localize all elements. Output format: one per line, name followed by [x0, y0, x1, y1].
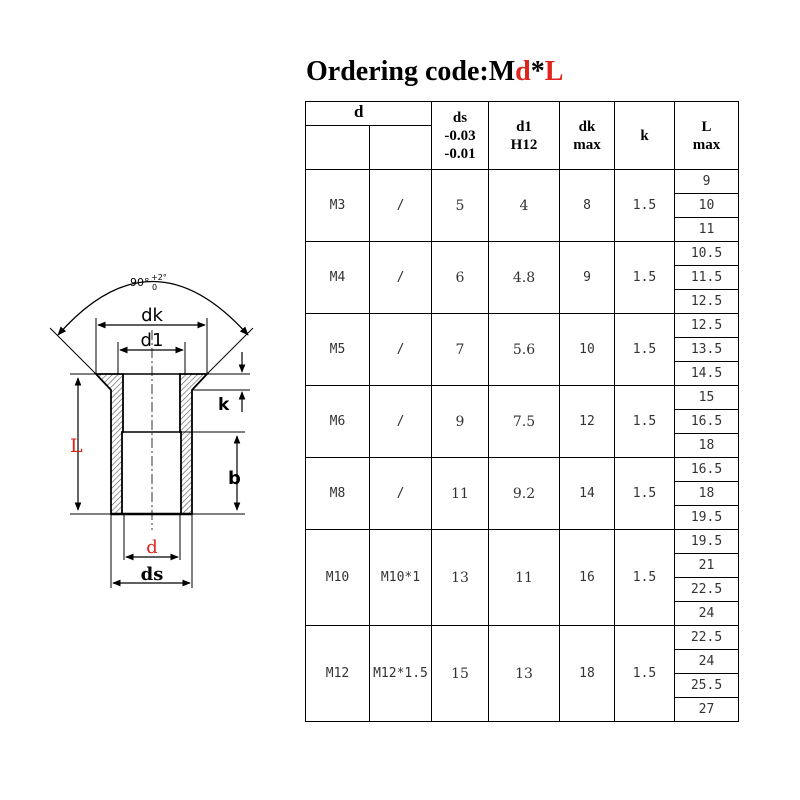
header-ds-line2: -0.03	[444, 127, 476, 144]
cell-L-max: 25.5	[675, 674, 739, 698]
cell-dk: 10	[560, 314, 615, 386]
header-L	[675, 102, 739, 170]
cell-ds: 5	[432, 170, 489, 242]
cell-d: M12	[306, 626, 370, 722]
header-ds-line3: -0.01	[444, 145, 476, 162]
d-dimension	[124, 514, 180, 560]
cell-L-max: 11	[675, 218, 739, 242]
cell-dk: 18	[560, 626, 615, 722]
cell-L-max: 24	[675, 650, 739, 674]
L-label: L	[70, 435, 83, 457]
cell-L-max: 27	[675, 698, 739, 722]
header-d-blank-2	[370, 126, 432, 170]
cell-L-max: 9	[675, 170, 739, 194]
table-body	[306, 170, 739, 722]
cell-dk: 8	[560, 170, 615, 242]
cell-L-max: 18	[675, 482, 739, 506]
cell-d: M10	[306, 530, 370, 626]
cell-d1: 4.8	[489, 242, 560, 314]
title-d: d	[515, 56, 531, 87]
cell-fine-thread: /	[370, 242, 432, 314]
table-row	[306, 458, 739, 482]
cell-d: M3	[306, 170, 370, 242]
table-row	[306, 386, 739, 410]
table-row	[306, 314, 739, 338]
title-prefix: Ordering code:M	[306, 56, 516, 87]
cell-d1: 7.5	[489, 386, 560, 458]
cell-L-max: 10	[675, 194, 739, 218]
header-ds-line1: ds	[452, 109, 468, 126]
cell-d: M4	[306, 242, 370, 314]
cell-L-max: 12.5	[675, 314, 739, 338]
header-d1-line2: H12	[510, 136, 538, 153]
b-label: b	[228, 468, 241, 489]
angle-tolerance-bottom: 0	[152, 283, 158, 292]
cell-k: 1.5	[615, 626, 675, 722]
ordering-code-title	[306, 58, 563, 86]
cell-k: 1.5	[615, 458, 675, 530]
cell-d1: 4	[489, 170, 560, 242]
table-row	[306, 242, 739, 266]
cell-fine-thread: /	[370, 386, 432, 458]
title-L: L	[544, 56, 564, 87]
header-dk-line1: dk	[578, 118, 596, 135]
header-ds	[432, 102, 489, 170]
header-dk-line2: max	[573, 136, 601, 153]
cell-L-max: 13.5	[675, 338, 739, 362]
cell-d1: 13	[489, 626, 560, 722]
cell-k: 1.5	[615, 386, 675, 458]
cell-ds: 15	[432, 626, 489, 722]
cell-k: 1.5	[615, 170, 675, 242]
cell-L-max: 22.5	[675, 578, 739, 602]
cell-ds: 11	[432, 458, 489, 530]
cell-fine-thread: M10*1	[370, 530, 432, 626]
dimensions-table	[305, 101, 739, 722]
cell-dk: 14	[560, 458, 615, 530]
cell-d: M6	[306, 386, 370, 458]
title-star: *	[530, 56, 545, 87]
cell-d1: 5.6	[489, 314, 560, 386]
table-row	[306, 170, 739, 194]
cell-L-max: 10.5	[675, 242, 739, 266]
cell-L-max: 24	[675, 602, 739, 626]
cell-fine-thread: /	[370, 314, 432, 386]
header-k: k	[615, 102, 675, 170]
cell-k: 1.5	[615, 242, 675, 314]
cell-L-max: 21	[675, 554, 739, 578]
cell-L-max: 18	[675, 434, 739, 458]
angle-tolerance-top: +2°	[151, 273, 167, 282]
dk-label: dk	[141, 305, 163, 326]
cell-fine-thread: M12*1.5	[370, 626, 432, 722]
cell-d: M5	[306, 314, 370, 386]
header-d1	[489, 102, 560, 170]
d1-dimension	[118, 330, 185, 374]
rivet-section	[96, 330, 207, 530]
cell-d1: 11	[489, 530, 560, 626]
cell-L-max: 16.5	[675, 458, 739, 482]
table-row	[306, 626, 739, 650]
d1-label: d1	[140, 330, 164, 351]
cell-fine-thread: /	[370, 458, 432, 530]
cell-L-max: 14.5	[675, 362, 739, 386]
cell-k: 1.5	[615, 314, 675, 386]
cell-ds: 6	[432, 242, 489, 314]
header-d1-line1: d1	[516, 118, 532, 135]
cell-d1: 9.2	[489, 458, 560, 530]
angle-label: 90°	[130, 276, 150, 289]
cell-L-max: 16.5	[675, 410, 739, 434]
header-d-blank-1	[306, 126, 370, 170]
d-label: d	[146, 537, 158, 558]
cell-L-max: 19.5	[675, 530, 739, 554]
cell-ds: 13	[432, 530, 489, 626]
rivet-nut-diagram	[0, 0, 300, 800]
cell-dk: 12	[560, 386, 615, 458]
table-row	[306, 530, 739, 554]
cell-L-max: 15	[675, 386, 739, 410]
cell-dk: 9	[560, 242, 615, 314]
cell-L-max: 22.5	[675, 626, 739, 650]
header-L-line2: max	[692, 136, 721, 153]
cell-ds: 9	[432, 386, 489, 458]
ds-label: ds	[140, 564, 164, 585]
k-label: k	[218, 395, 230, 415]
cell-dk: 16	[560, 530, 615, 626]
cell-L-max: 12.5	[675, 290, 739, 314]
header-d: d	[306, 102, 432, 126]
header-dk	[560, 102, 615, 170]
k-dimension	[192, 352, 250, 415]
header-L-line1: L	[701, 118, 712, 135]
cell-d: M8	[306, 458, 370, 530]
cell-L-max: 19.5	[675, 506, 739, 530]
cell-ds: 7	[432, 314, 489, 386]
cell-fine-thread: /	[370, 170, 432, 242]
cell-L-max: 11.5	[675, 266, 739, 290]
L-dimension	[70, 374, 111, 514]
cell-k: 1.5	[615, 530, 675, 626]
